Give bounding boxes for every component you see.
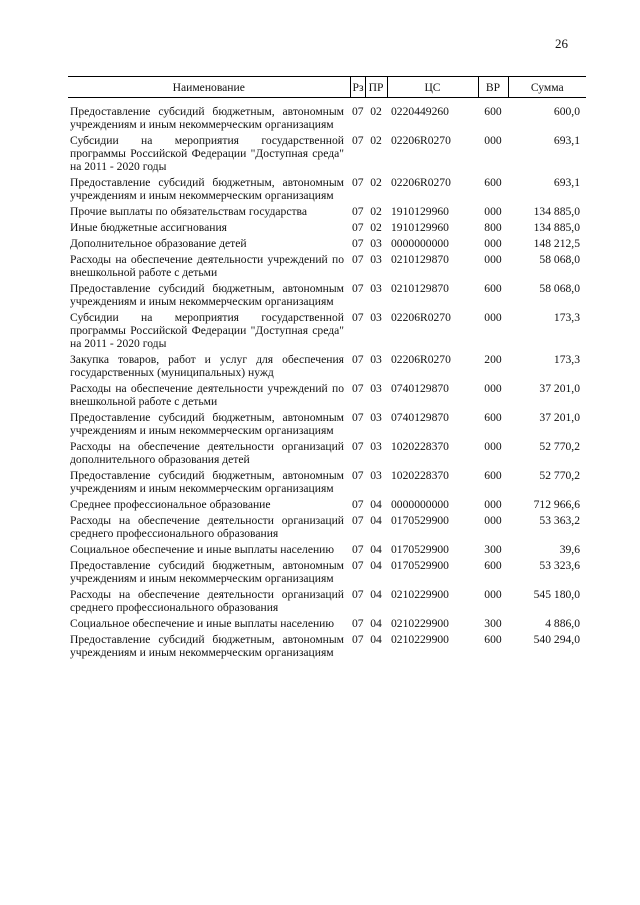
cell-cs: 0170529900	[391, 543, 449, 556]
table-row	[68, 411, 586, 440]
cell-cs: 0210229900	[391, 633, 449, 646]
table-row	[68, 440, 586, 469]
header-cs: ЦС	[387, 77, 478, 98]
cell-rz: 07	[352, 469, 364, 482]
table-row	[68, 543, 586, 559]
cell-vr: 000	[484, 205, 502, 218]
table-header	[68, 77, 586, 98]
cell-vr: 600	[484, 469, 502, 482]
cell-name: Расходы на обеспечение деятельности учреждений по внешкольной работе с детьми	[70, 382, 344, 408]
cell-vr: 000	[484, 382, 502, 395]
page-number: 26	[555, 36, 568, 51]
cell-rz: 07	[352, 440, 364, 453]
cell-name: Предоставление субсидий бюджетным, автономным учреждениям и иным некоммерческим организациям	[70, 105, 344, 131]
cell-name: Субсидии на мероприятия государственной программы Российской Федерации "Доступная среда" на 2011 - 2020 годы	[70, 311, 344, 350]
cell-sum: 52 770,2	[539, 440, 580, 453]
cell-sum: 39,6	[559, 543, 580, 556]
cell-name: Расходы на обеспечение деятельности организаций дополнительного образования детей	[70, 440, 344, 466]
cell-sum: 4 886,0	[545, 617, 580, 630]
cell-name: Закупка товаров, работ и услуг для обеспечения государственных (муниципальных) нужд	[70, 353, 344, 379]
cell-pr: 03	[370, 440, 382, 453]
cell-pr: 02	[370, 221, 382, 234]
table-row	[68, 134, 586, 176]
cell-cs: 02206R0270	[391, 311, 451, 324]
cell-cs: 0740129870	[391, 411, 449, 424]
cell-cs: 0000000000	[391, 237, 449, 250]
cell-cs: 0220449260	[391, 105, 449, 118]
cell-name: Предоставление субсидий бюджетным, автономным учреждениям и иным некоммерческим организациям	[70, 282, 344, 308]
cell-pr: 04	[370, 617, 382, 630]
table-row	[68, 633, 586, 662]
cell-vr: 600	[484, 176, 502, 189]
table-row	[68, 98, 586, 135]
table-row	[68, 382, 586, 411]
cell-rz: 07	[352, 205, 364, 218]
cell-pr: 02	[370, 176, 382, 189]
cell-cs: 02206R0270	[391, 353, 451, 366]
table-row	[68, 469, 586, 498]
cell-rz: 07	[352, 176, 364, 189]
cell-pr: 04	[370, 559, 382, 572]
cell-rz: 07	[352, 543, 364, 556]
cell-name: Социальное обеспечение и иные выплаты населению	[70, 543, 335, 556]
cell-vr: 600	[484, 559, 502, 572]
cell-rz: 07	[352, 382, 364, 395]
cell-pr: 02	[370, 205, 382, 218]
cell-rz: 07	[352, 559, 364, 572]
header-rz: Рз	[350, 77, 365, 98]
cell-rz: 07	[352, 498, 364, 511]
cell-sum: 545 180,0	[533, 588, 580, 601]
cell-vr: 000	[484, 498, 502, 511]
cell-cs: 0170529900	[391, 514, 449, 527]
cell-pr: 04	[370, 633, 382, 646]
cell-name: Предоставление субсидий бюджетным, автономным учреждениям и иным некоммерческим организациям	[70, 176, 344, 202]
cell-rz: 07	[352, 514, 364, 527]
cell-pr: 03	[370, 382, 382, 395]
table-row	[68, 311, 586, 353]
cell-vr: 000	[484, 311, 502, 324]
cell-name: Субсидии на мероприятия государственной программы Российской Федерации "Доступная среда" на 2011 - 2020 годы	[70, 134, 344, 173]
table-row	[68, 205, 586, 221]
cell-pr: 02	[370, 105, 382, 118]
table-row	[68, 559, 586, 588]
cell-pr: 03	[370, 311, 382, 324]
table-row	[68, 617, 586, 633]
cell-sum: 693,1	[553, 176, 580, 189]
table-body	[68, 98, 586, 663]
cell-vr: 600	[484, 282, 502, 295]
table-row	[68, 282, 586, 311]
cell-name: Дополнительное образование детей	[70, 237, 247, 250]
cell-vr: 200	[484, 353, 502, 366]
cell-sum: 693,1	[553, 134, 580, 147]
cell-cs: 0210129870	[391, 282, 449, 295]
cell-name: Социальное обеспечение и иные выплаты населению	[70, 617, 335, 630]
table-row	[68, 237, 586, 253]
cell-cs: 1020228370	[391, 469, 449, 482]
cell-rz: 07	[352, 134, 364, 147]
cell-sum: 134 885,0	[533, 205, 580, 218]
cell-rz: 07	[352, 617, 364, 630]
cell-sum: 600,0	[553, 105, 580, 118]
cell-name: Расходы на обеспечение деятельности учреждений по внешкольной работе с детьми	[70, 253, 344, 279]
cell-sum: 53 363,2	[539, 514, 580, 527]
cell-pr: 04	[370, 543, 382, 556]
cell-name: Предоставление субсидий бюджетным, автономным учреждениям и иным некоммерческим организациям	[70, 411, 344, 437]
cell-rz: 07	[352, 311, 364, 324]
cell-cs: 0210229900	[391, 588, 449, 601]
cell-rz: 07	[352, 105, 364, 118]
cell-cs: 1910129960	[391, 205, 449, 218]
table-row	[68, 221, 586, 237]
cell-pr: 03	[370, 282, 382, 295]
cell-pr: 03	[370, 253, 382, 266]
cell-cs: 0000000000	[391, 498, 449, 511]
cell-name: Иные бюджетные ассигнования	[70, 221, 227, 234]
table-row	[68, 498, 586, 514]
cell-name: Предоставление субсидий бюджетным, автономным учреждениям и иным некоммерческим организациям	[70, 559, 344, 585]
header-name: Наименование	[68, 77, 350, 98]
budget-table	[68, 76, 586, 662]
cell-sum: 58 068,0	[539, 253, 580, 266]
cell-pr: 04	[370, 498, 382, 511]
cell-rz: 07	[352, 588, 364, 601]
cell-pr: 03	[370, 469, 382, 482]
cell-rz: 07	[352, 253, 364, 266]
cell-sum: 53 323,6	[539, 559, 580, 572]
cell-sum: 58 068,0	[539, 282, 580, 295]
cell-pr: 02	[370, 134, 382, 147]
cell-cs: 0210129870	[391, 253, 449, 266]
cell-pr: 04	[370, 514, 382, 527]
cell-name: Расходы на обеспечение деятельности организаций среднего профессионального образования	[70, 588, 344, 614]
cell-rz: 07	[352, 353, 364, 366]
cell-cs: 02206R0270	[391, 134, 451, 147]
cell-name: Среднее профессиональное образование	[70, 498, 271, 511]
cell-name: Предоставление субсидий бюджетным, автономным учреждениям и иным некоммерческим организациям	[70, 633, 344, 659]
cell-pr: 03	[370, 353, 382, 366]
cell-rz: 07	[352, 411, 364, 424]
cell-cs: 0170529900	[391, 559, 449, 572]
cell-pr: 03	[370, 411, 382, 424]
table-row	[68, 588, 586, 617]
cell-vr: 000	[484, 134, 502, 147]
cell-pr: 03	[370, 237, 382, 250]
cell-sum: 540 294,0	[533, 633, 580, 646]
cell-cs: 0740129870	[391, 382, 449, 395]
cell-sum: 52 770,2	[539, 469, 580, 482]
cell-sum: 173,3	[553, 311, 580, 324]
cell-cs: 0210229900	[391, 617, 449, 630]
cell-cs: 02206R0270	[391, 176, 451, 189]
cell-name: Предоставление субсидий бюджетным, автономным учреждениям и иным некоммерческим организациям	[70, 469, 344, 495]
table-row	[68, 353, 586, 382]
cell-vr: 000	[484, 237, 502, 250]
cell-sum: 37 201,0	[539, 382, 580, 395]
header-pr: ПР	[365, 77, 387, 98]
cell-rz: 07	[352, 633, 364, 646]
cell-vr: 300	[484, 543, 502, 556]
cell-vr: 300	[484, 617, 502, 630]
cell-sum: 173,3	[553, 353, 580, 366]
cell-vr: 000	[484, 253, 502, 266]
cell-vr: 600	[484, 633, 502, 646]
cell-pr: 04	[370, 588, 382, 601]
cell-sum: 134 885,0	[533, 221, 580, 234]
cell-sum: 37 201,0	[539, 411, 580, 424]
cell-vr: 600	[484, 411, 502, 424]
cell-rz: 07	[352, 282, 364, 295]
table-row	[68, 176, 586, 205]
table-row	[68, 514, 586, 543]
cell-vr: 800	[484, 221, 502, 234]
cell-cs: 1910129960	[391, 221, 449, 234]
table-row	[68, 253, 586, 282]
cell-name: Прочие выплаты по обязательствам государства	[70, 205, 307, 218]
cell-name: Расходы на обеспечение деятельности организаций среднего профессионального образования	[70, 514, 344, 540]
cell-rz: 07	[352, 237, 364, 250]
cell-sum: 148 212,5	[533, 237, 580, 250]
cell-rz: 07	[352, 221, 364, 234]
header-vr: ВР	[478, 77, 508, 98]
cell-vr: 600	[484, 105, 502, 118]
cell-vr: 000	[484, 514, 502, 527]
cell-sum: 712 966,6	[533, 498, 580, 511]
cell-vr: 000	[484, 588, 502, 601]
cell-vr: 000	[484, 440, 502, 453]
header-sum: Сумма	[508, 77, 586, 98]
cell-cs: 1020228370	[391, 440, 449, 453]
